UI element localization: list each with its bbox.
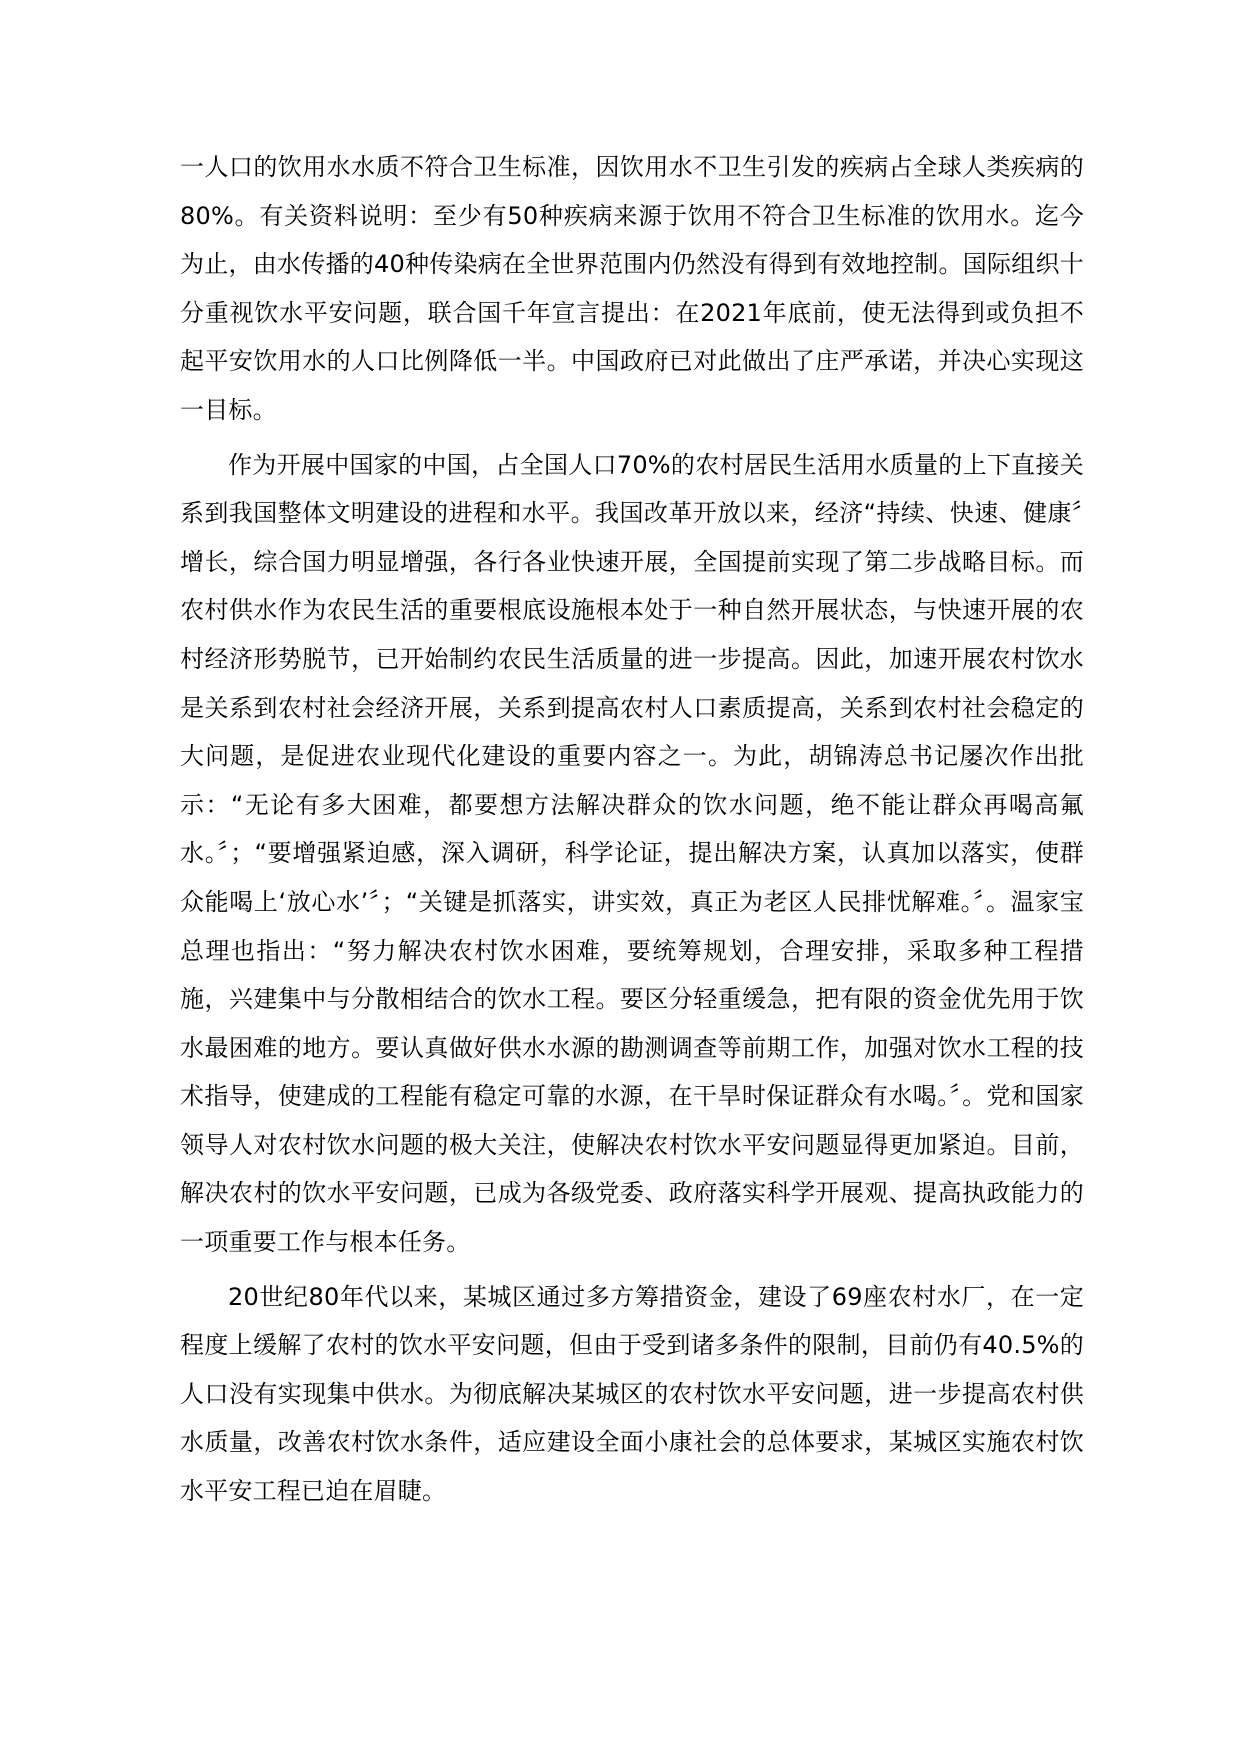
- paragraph-district-water-project: 20世纪80年代以来，某城区通过多方筹措资金，建设了69座农村水厂，在一定程度上缓解了农村的饮水平安问题，但由于受到诸多条件的限制，目前仍有40.5%的人口没有实现集中供水。为彻底解决某城区的农村饮水平安问题，进一步提高农村供水质量，改善农村饮水条件，适应建设全面小康社会的总体要求，某城区实施农村饮水平安工程已迫在眉睫。: [180, 1282, 1084, 1506]
- document-body: [180, 143, 1084, 1522]
- paragraph-rural-water-policy: 作为开展中国家的中国，占全国人口70%的农村居民生活用水质量的上下直接关系到我国整体文明建设的进程和水平。我国改革开放以来，经济“持续、快速、健康〞增长，综合国力明显增强，各行各业快速开展，全国提前实现了第二步战略目标。而农村供水作为农民生活的重要根底设施根本处于一种自然开展状态，与快速开展的农村经济形势脱节，已开始制约农民生活质量的进一步提高。因此，加速开展农村饮水是关系到农村社会经济开展，关系到提高农村人口素质提高，关系到农村社会稳定的大问题，是促进农业现代化建设的重要内容之一。为此，胡锦涛总书记屡次作出批示：“无论有多大困难，都要想方法解决群众的饮水问题，绝不能让群众再喝高氟水。〞；“要增强紧迫感，深入调研，科学论证，提出解决方案，认真加以落实，使群众能喝上‘放心水’〞；“关键是抓落实，讲实效，真正为老区人民排忧解难。〞。温家宝总理也指出：“努力解决农村饮水困难，要统筹规划，合理安排，采取多种工程措施，兴建集中与分散相结合的饮水工程。要区分轻重缓急，把有限的资金优先用于饮水最困难的地方。要认真做好供水水源的勘测调查等前期工作，加强对饮水工程的技术指导，使建成的工程能有稳定可靠的水源，在干旱时保证群众有水喝。〞。党和国家领导人对农村饮水问题的极大关注，使解决农村饮水平安问题显得更加紧迫。目前，解决农村的饮水平安问题，已成为各级党委、政府落实科学开展观、提高执政能力的一项重要工作与根本任务。: [180, 450, 1084, 1257]
- paragraph-continuation: 一人口的饮用水水质不符合卫生标准，因饮用水不卫生引发的疾病占全球人类疾病的80%。有关资料说明：至少有50种疾病来源于饮用不符合卫生标准的饮用水。迄今为止，由水传播的40种传染病在全世界范围内仍然没有得到有效地控制。国际组织十分重视饮水平安问题，联合国千年宣言提出：在2021年底前，使无法得到或负担不起平安饮用水的人口比例降低一半。中国政府已对此做出了庄严承诺，并决心实现这一目标。: [180, 153, 1084, 424]
